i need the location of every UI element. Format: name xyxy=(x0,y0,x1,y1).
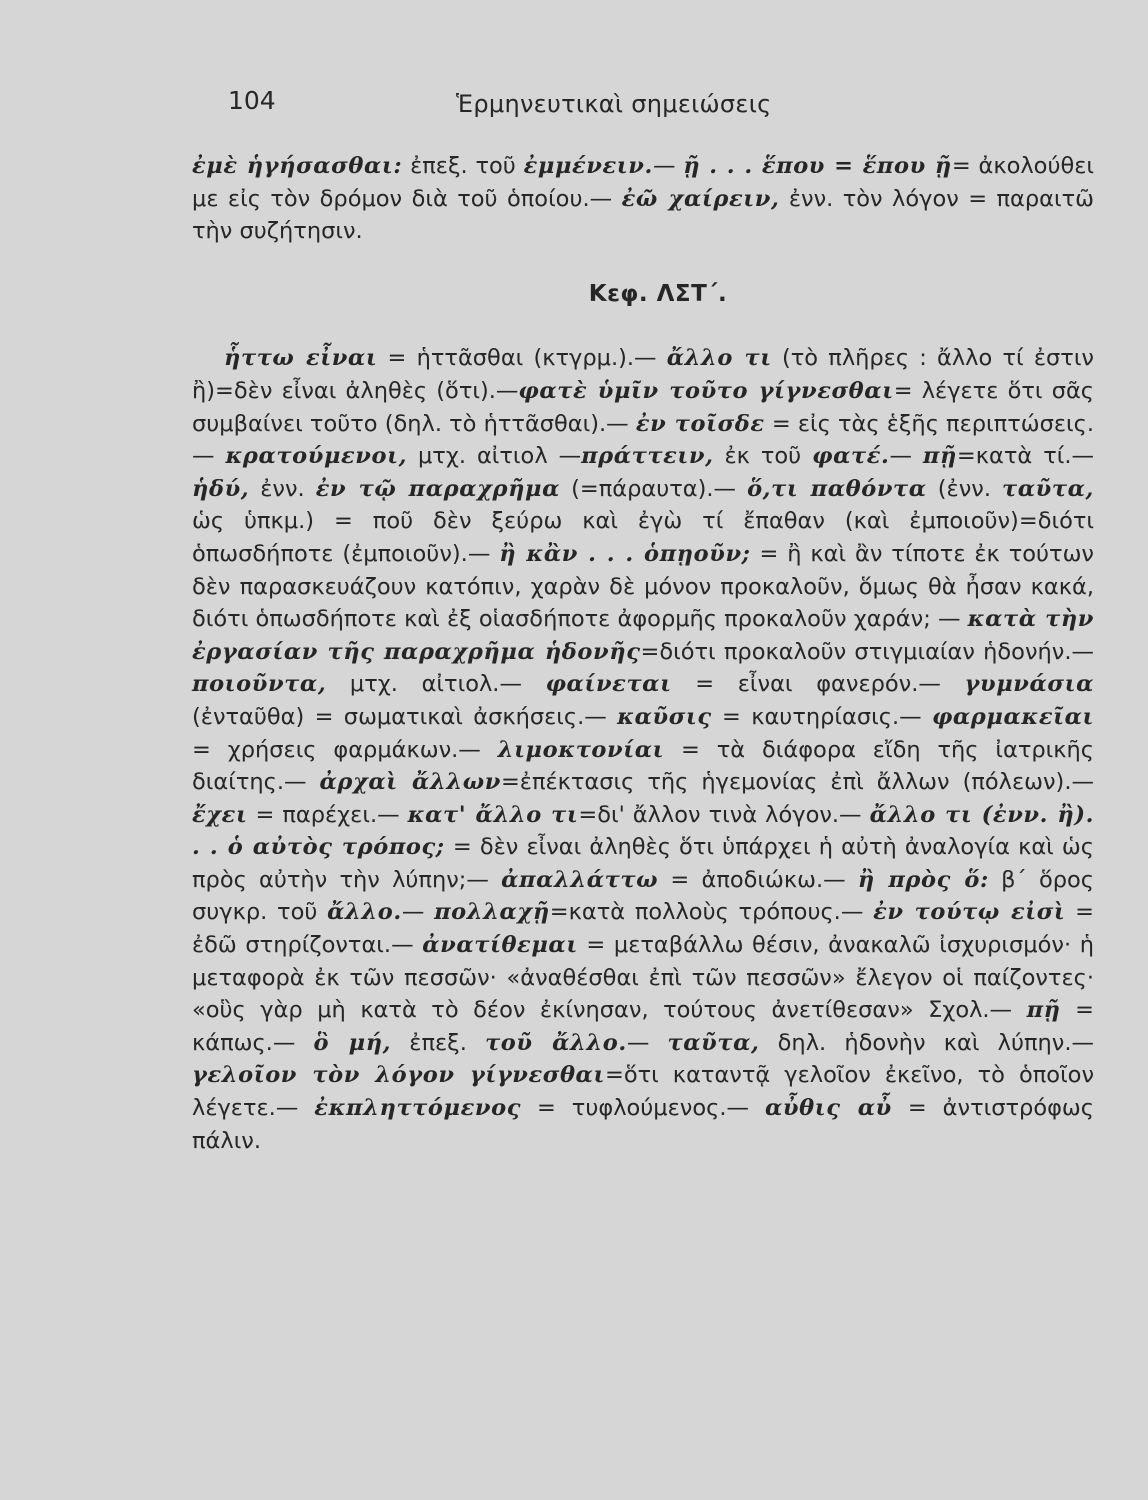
commentary-text xyxy=(192,150,1094,1157)
gloss-text: ἐπεξ. τοῦ xyxy=(402,153,524,179)
gloss-text: = δὲν εἶναι ἀληθὲς ὅτι ὑπάρχει ἡ αὐτὴ ἀναλογία καὶ ὡς πρὸς αὐτὴν τὴν λύπην;— xyxy=(192,834,1094,893)
gloss-text: =ἐπέκτασις τῆς ἡγεμονίας ἐπὶ ἄλλων (πόλεων).— xyxy=(500,769,1094,796)
lemma: γελοῖον τὸν λόγον γίγνεσθαι xyxy=(192,1062,605,1089)
lemma: ἢ κἂν . . . ὁπῃοῦν; xyxy=(499,540,751,567)
gloss-text: — xyxy=(626,1029,668,1056)
gloss-text: = κάπως.— xyxy=(192,997,1094,1056)
lemma: ἔχει xyxy=(192,801,248,828)
lemma: ἧττω εἶναι xyxy=(224,345,378,372)
lemma: ἄλλο τι (ἐνν. ἢ). . . ὁ αὐτὸς τρόπος; xyxy=(192,801,1094,861)
gloss-text: ἐπεξ. xyxy=(391,1029,486,1056)
lemma: ἐν τοῖσδε xyxy=(635,410,765,437)
gloss-text: = ἡττᾶσθαι (κτγρμ.).— xyxy=(377,345,667,372)
commentary-paragraph-main xyxy=(192,342,1094,1157)
lemma: λιμοκτονίαι xyxy=(497,736,665,763)
gloss-text: μτχ. αἰτιολ — xyxy=(407,443,582,470)
gloss-text: (τὸ πλῆρες : ἄλλο τί ἐστιν ἢ)=δὲν εἶναι ἀληθὲς (ὅτι).— xyxy=(192,345,1094,404)
gloss-text: δηλ. ἡδονὴν καὶ λύπην.— xyxy=(759,1029,1095,1056)
lemma: ῇ . . . ἕπου = ἕπου ῇ xyxy=(683,153,952,179)
gloss-text: = ἀκολούθει με εἰς τὸν δρόμον διὰ τοῦ ὁποίου.— xyxy=(192,153,1094,212)
lemma: ταῦτα, xyxy=(1002,475,1094,502)
gloss-text: — xyxy=(889,443,923,470)
lemma: πῇ xyxy=(922,443,957,470)
lemma: πῇ xyxy=(1026,997,1061,1024)
gloss-text: ἐνν. τὸν λόγον = παραιτῶ τὴν συζήτησιν. xyxy=(192,185,1095,245)
gloss-text: ὡς ὑπκμ.) = ποῦ δὲν ξεύρω καὶ ἐγὼ τί ἔπαθαν (καὶ ἐμποιοῦν)=διότι ὁπωσδήποτε (ἐμποιοῦν).— xyxy=(192,508,1094,567)
gloss-text: =διότι προκαλοῦν στιγμιαίαν ἡδονήν.— xyxy=(640,638,1094,665)
gloss-text: β΄ ὅρος συγκρ. τοῦ xyxy=(192,866,1094,926)
lemma: ἀνατίθεμαι xyxy=(422,932,578,959)
lemma: ἐκπληττόμενος xyxy=(314,1095,521,1122)
lemma: ἐν τῷ παραχρῆμα xyxy=(315,475,561,502)
lemma: ἡδύ, xyxy=(192,475,250,502)
gloss-text: ἐκ τοῦ xyxy=(713,443,813,470)
gloss-text: = παρέχει.— xyxy=(247,801,408,828)
lemma: πράττειν, xyxy=(581,443,714,470)
lemma: ἄλλο. xyxy=(327,899,402,926)
gloss-text: μτχ. αἰτιολ.— xyxy=(326,671,546,698)
gloss-text: — xyxy=(401,899,435,926)
lemma: ὅ,τι παθόντα xyxy=(747,475,927,502)
lemma: αὖθις αὖ xyxy=(764,1095,892,1122)
gloss-text: = λέγετε ὅτι σᾶς συμβαίνει τοῦτο (δηλ. τὸ ἡττᾶσθαι).— xyxy=(192,377,1094,437)
chapter-heading: Κεφ. ΛΣΤ΄. xyxy=(588,280,728,307)
lemma: ἐμὲ ἡγήσασθαι: xyxy=(192,153,403,179)
lemma: ὃ μή, xyxy=(313,1029,392,1056)
gloss-text: =δι' ἄλλον τινὰ λόγον.— xyxy=(578,801,870,828)
gloss-text: =κατὰ πολλοὺς τρόπους.— xyxy=(549,899,874,926)
lemma: φατέ. xyxy=(812,443,890,470)
lemma: γυμνάσια xyxy=(964,671,1094,698)
gloss-text: =κατὰ τί.— xyxy=(956,443,1094,470)
lemma: φαίνεται xyxy=(545,671,672,698)
gloss-text: = τὰ διάφορα εἴδη τῆς ἰατρικῆς διαίτης.— xyxy=(192,736,1094,796)
running-header xyxy=(228,86,1098,126)
gloss-text: (=πάραυτα).— xyxy=(560,475,748,502)
gloss-text: = καυτηρίασις.— xyxy=(711,703,932,730)
gloss-text: = ἀντιστρόφως πάλιν. xyxy=(192,1095,1094,1154)
gloss-text: = τυφλούμενος.— xyxy=(521,1095,765,1122)
lemma: ταῦτα, xyxy=(667,1029,760,1056)
lemma: ποιοῦντα, xyxy=(192,671,327,698)
lemma: καῦσις xyxy=(617,703,712,730)
page-number: 104 xyxy=(228,86,276,115)
gloss-text: = εἶναι φανερόν.— xyxy=(671,671,965,698)
lemma: ἢ πρὸς ὅ: xyxy=(857,866,989,893)
gloss-text: = ἢ καὶ ἂν τίποτε ἐκ τούτων δὲν παρασκευάζουν κατόπιν, χαρὰν δὲ μόνον προκαλοῦν, ὅμως θὰ ἦσαν κακά, διότι ὁπωσδήποτε καὶ ἐξ οἱασδήποτε ἀφορμῆς προκαλοῦν χαράν; — xyxy=(192,540,1094,633)
gloss-text: = μεταβάλλω θέσιν, ἀνακαλῶ ἰσχυρισμόν· ἡ μεταφορὰ ἐκ τῶν πεσσῶν· «ἀναθέσθαι ἐπὶ τῶν πεσσῶν» ἔλεγον οἱ παίζοντες· «οὓς γὰρ μὴ κατὰ τὸ δέον ἐκίνησαν, τούτους ἀνετίθεσαν» Σχολ.— xyxy=(192,932,1094,1024)
gloss-text: (ἐνταῦθα) = σωματικαὶ ἀσκήσεις.— xyxy=(192,703,618,730)
gloss-text: = χρήσεις φαρμάκων.— xyxy=(192,736,498,763)
running-title: Ἑρμηνευτικαὶ σημειώσεις xyxy=(456,90,772,118)
lemma: ἀρχαὶ ἄλλων xyxy=(319,769,501,796)
commentary-paragraph-intro xyxy=(192,150,1094,248)
gloss-text: =ὅτι καταντᾷ γελοῖον ἐκεῖνο, τὸ ὁποῖον λέγετε.— xyxy=(192,1062,1095,1122)
gloss-text: — xyxy=(652,153,684,179)
lemma: φαρμακεῖαι xyxy=(931,703,1094,730)
lemma: ἄλλο τι xyxy=(666,345,772,372)
gloss-text: ἐνν. xyxy=(249,475,316,502)
gloss-text: (ἐνν. xyxy=(926,475,1003,502)
lemma: κατ' ἄλλο τι xyxy=(407,801,579,828)
lemma: ἐμμένειν. xyxy=(523,153,653,179)
gloss-text: = ἐδῶ στηρίζονται.— xyxy=(192,899,1094,959)
lemma: τοῦ ἄλλο. xyxy=(485,1029,627,1056)
lemma: κατὰ τὴν ἐργασίαν τῆς παραχρῆμα ἡδονῆς xyxy=(192,606,1095,665)
lemma: πολλαχῇ xyxy=(434,899,550,926)
lemma: ἐν τούτῳ εἰσὶ xyxy=(873,899,1066,926)
lemma: φατὲ ὑμῖν τοῦτο γίγνεσθαι xyxy=(518,377,894,404)
lemma: ἀπαλλάττω xyxy=(501,866,659,893)
gloss-text: = ἀποδιώκω.— xyxy=(658,866,858,893)
lemma: κρατούμενοι, xyxy=(225,443,408,470)
gloss-text: = εἰς τὰς ἑξῆς περιπτώσεις.— xyxy=(192,410,1094,470)
lemma: ἐῶ χαίρειν, xyxy=(621,185,780,212)
